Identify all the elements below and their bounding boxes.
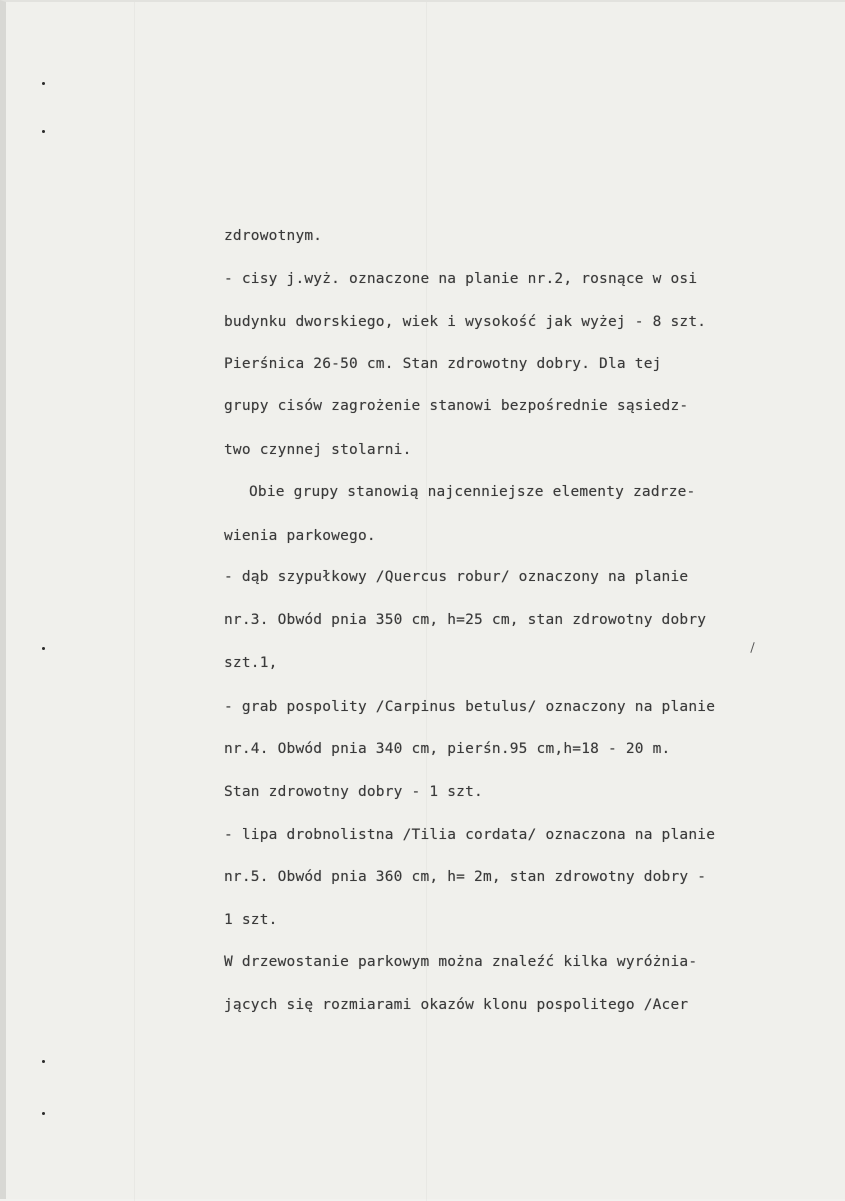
typed-text-body (6, 2, 845, 1201)
text-line: W drzewostanie parkowym można znaleźć kilka wyróżnia- (224, 954, 698, 970)
text-line: - cisy j.wyż. oznaczone na planie nr.2, rosnące w osi (224, 271, 698, 287)
text-line: Stan zdrowotny dobry - 1 szt. (224, 784, 483, 800)
text-line: nr.5. Obwód pnia 360 cm, h= 2m, stan zdrowotny dobry - (224, 869, 707, 885)
text-line: jących się rozmiarami okazów klonu pospolitego /Acer (224, 997, 689, 1013)
text-line: Obie grupy stanowią najcenniejsze elementy zadrze- (249, 484, 696, 500)
text-line: nr.3. Obwód pnia 350 cm, h=25 cm, stan zdrowotny dobry (224, 612, 707, 628)
text-line: Pierśnica 26-50 cm. Stan zdrowotny dobry. Dla tej (224, 356, 662, 372)
text-line: two czynnej stolarni. (224, 442, 412, 458)
text-line: - grab pospolity /Carpinus betulus/ oznaczony na planie (224, 699, 716, 715)
text-line: budynku dworskiego, wiek i wysokość jak wyżej - 8 szt. (224, 314, 707, 330)
text-line: 1 szt. (224, 912, 278, 928)
text-line: nr.4. Obwód pnia 340 cm, pierśn.95 cm,h=18 - 20 m. (224, 741, 671, 757)
text-line: wienia parkowego. (224, 528, 376, 544)
text-line: szt.1, (224, 655, 278, 671)
text-line: - lipa drobnolistna /Tilia cordata/ oznaczona na planie (224, 827, 716, 843)
text-line: zdrowotnym. (224, 228, 323, 244)
text-line: grupy cisów zagrożenie stanowi bezpośrednie sąsiedz- (224, 398, 689, 414)
text-line: - dąb szypułkowy /Quercus robur/ oznaczony na planie (224, 569, 689, 585)
